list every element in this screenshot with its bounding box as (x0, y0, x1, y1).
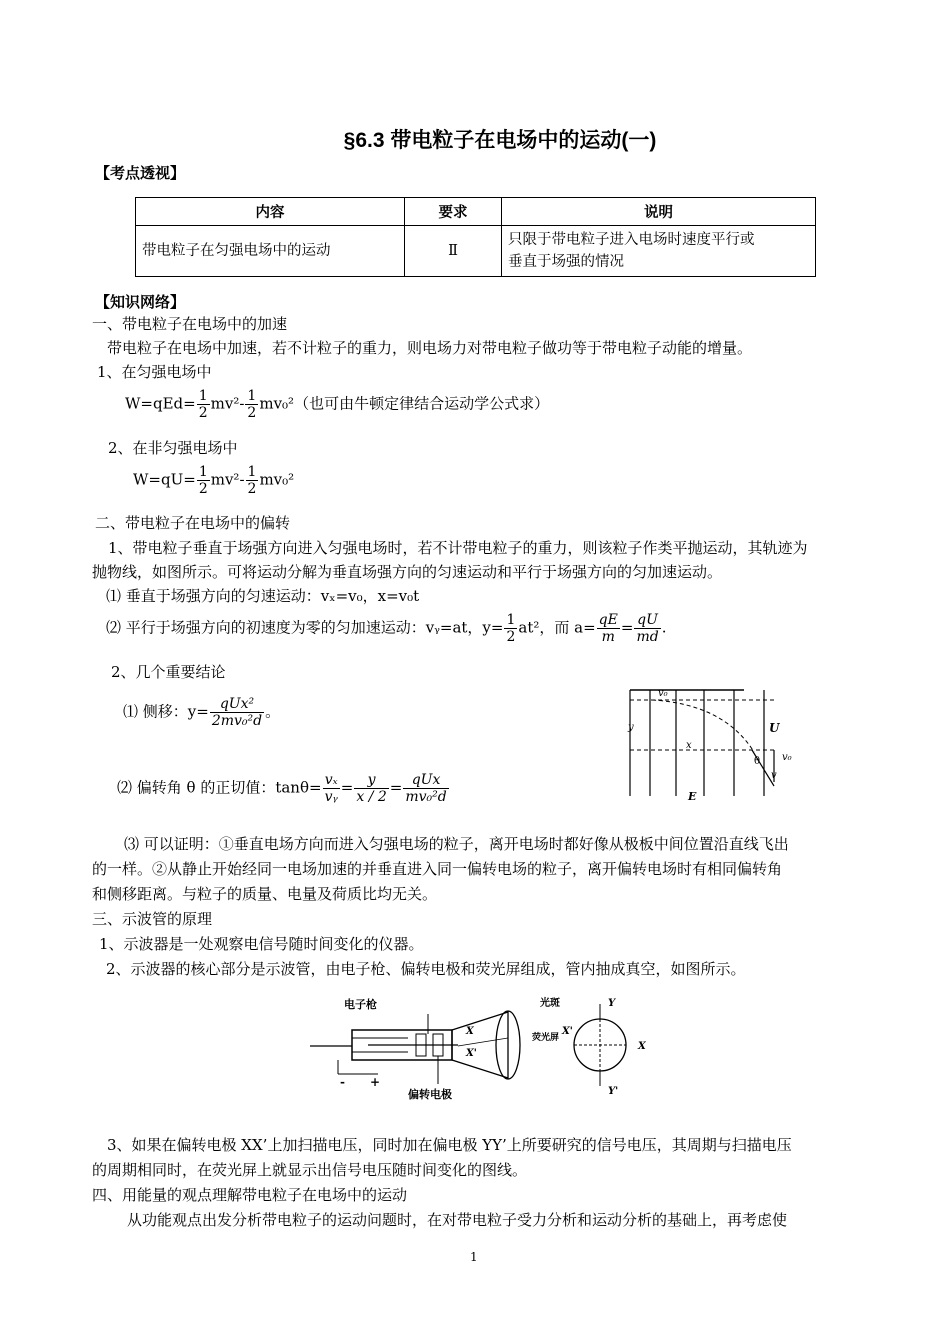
conclusion-tangent: ⑵ 偏转角 θ 的正切值：tanθ= $\frac{\text{vₓ}}{\text{vᵧ}}$ = $\frac{y}{x / 2}$ = $\frac{\text{qUx}}{\text{mv₀²d}}$ (117, 772, 447, 805)
label-v: v (771, 770, 777, 781)
paragraph: 2、示波器的核心部分是示波管，由电子枪、偏转电极和荧光屏组成，管内抽成真空，如图所示。 (106, 960, 746, 978)
paragraph: 3、如果在偏转电极 XX’上加扫描电压，同时加在偏电极 YY’上所要研究的信号电压，其周期与扫描电压 (107, 1136, 792, 1154)
oscilloscope-diagram (308, 994, 664, 1104)
paragraph: 1、示波器是一处观察电信号随时间变化的仪器。 (99, 935, 424, 953)
paragraph: 抛物线，如图所示。可将运动分解为垂直场强方向的匀速运动和平行于场强方向的匀加速运动。 (92, 563, 723, 581)
label-light-spot: 光斑 (540, 998, 560, 1009)
page-title: §6.3 带电粒子在电场中的运动(一) (343, 129, 657, 152)
paragraph: 1、带电粒子垂直于场强方向进入匀强电场时，若不计带电粒子的重力，则该粒子作类平抛运动，其轨迹为 (108, 539, 808, 557)
fraction: $\frac{qE}{m}$ (598, 612, 618, 645)
label-y: y (628, 722, 634, 733)
label-minus: - (340, 1075, 345, 1089)
paragraph: 和侧移距离。与粒子的质量、电量及荷质比均无关。 (92, 885, 438, 903)
heading-acceleration: 一、带电粒子在电场中的加速 (92, 315, 288, 333)
table-header-row (136, 198, 816, 226)
label-electron-gun: 电子枪 (344, 998, 377, 1011)
fraction: $\frac{1}{2}$ (198, 388, 208, 421)
label-v0-right: v₀ (782, 752, 792, 763)
label-x: x (686, 740, 692, 751)
paragraph: 的一样。②从静止开始经同一电场加速的并垂直进入同一偏转电场的粒子，离开偏转电场时有相同偏转角 (92, 860, 783, 878)
label-deflection-plates: 偏转电极 (408, 1088, 452, 1101)
paragraph: 带电粒子在电场中加速，若不计粒子的重力，则电场力对带电粒子做功等于带电粒子动能的增量。 (107, 339, 753, 357)
table-header: 内容 (136, 198, 405, 226)
requirements-table (135, 197, 816, 277)
paragraph: 2、在非匀强电场中 (108, 439, 238, 457)
section-kaodian: 【考点透视】 (95, 164, 186, 182)
conclusion-displacement: ⑴ 侧移：y= $\frac{\text{qUx²}}{\text{2mv₀²d}}$ 。 (123, 696, 281, 729)
fraction: $\frac{\text{vₓ}}{\text{vᵧ}}$ (324, 772, 338, 805)
heading-oscilloscope: 三、示波管的原理 (92, 910, 213, 928)
fraction: $\frac{\text{qUx²}}{\text{2mv₀²d}}$ (211, 696, 263, 729)
label-X-prime-plate: X' (466, 1048, 477, 1059)
fraction: $\frac{y}{x / 2}$ (356, 772, 387, 805)
item-accelerated-motion: ⑵ 平行于场强方向的初速度为零的匀加速运动：vᵧ=at，y= $\frac{1}{2}$ at²，而 a= $\frac{qE}{m}$ = $\frac{qU}{md}$ . (106, 612, 667, 645)
label-X: X (638, 1041, 646, 1052)
fraction: $\frac{1}{2}$ (247, 388, 257, 421)
label-E: E (688, 790, 697, 803)
table-header: 说明 (502, 198, 816, 226)
label-theta: θ (754, 756, 761, 767)
label-U: U (769, 721, 780, 735)
paragraph: ⑶ 可以证明：①垂直电场方向而进入匀强电场的粒子，离开电场时都好像从极板中间位置沿直线飞出 (124, 835, 789, 853)
heading-deflection: 二、带电粒子在电场中的偏转 (95, 514, 291, 532)
label-X-prime: X' (562, 1026, 573, 1037)
table-header: 要求 (405, 198, 502, 226)
section-zhishi: 【知识网络】 (95, 293, 186, 311)
deflection-diagram (624, 686, 804, 804)
label-X-plate: X (466, 1026, 474, 1037)
label-screen: 荧光屏 (532, 1033, 560, 1043)
paragraph: 的周期相同时，在荧光屏上就显示出信号电压随时间变化的图线。 (92, 1161, 528, 1179)
label-Y: Y (608, 998, 616, 1009)
item-uniform-motion: ⑴ 垂直于场强方向的匀速运动：vₓ=v₀，x=v₀t (106, 587, 420, 605)
fraction: $\frac{qU}{md}$ (636, 612, 659, 645)
table-cell-level: Ⅱ (405, 226, 502, 277)
formula-work-uniform: W=qEd= $\frac{1}{2}$ mv²- $\frac{1}{2}$ mv₀²（也可由牛顿定律结合运动学公式求） (125, 388, 550, 421)
label-plus: + (370, 1075, 381, 1089)
fraction: $\frac{1}{2}$ (247, 464, 257, 497)
paragraph: 2、几个重要结论 (111, 663, 226, 681)
paragraph: 从功能观点出发分析带电粒子的运动问题时，在对带电粒子受力分析和运动分析的基础上，再考虑使 (127, 1211, 788, 1229)
table-row (136, 226, 816, 277)
table-cell-note: 只限于带电粒子进入电场时速度平行或 垂直于场强的情况 (502, 226, 816, 277)
page-number: 1 (470, 1250, 478, 1264)
fraction: $\frac{1}{2}$ (506, 612, 516, 645)
heading-energy: 四、用能量的观点理解带电粒子在电场中的运动 (92, 1186, 408, 1204)
fraction: $\frac{1}{2}$ (198, 464, 208, 497)
formula-work-nonuniform: W=qU= $\frac{1}{2}$ mv²- $\frac{1}{2}$ mv₀² (133, 464, 295, 497)
fraction: $\frac{\text{qUx}}{\text{mv₀²d}}$ (405, 772, 447, 805)
paragraph: 1、在匀强电场中 (97, 363, 212, 381)
label-v0: v₀ (658, 688, 668, 699)
label-Y-prime: Y' (608, 1086, 619, 1097)
table-cell-content: 带电粒子在匀强电场中的运动 (136, 226, 405, 277)
